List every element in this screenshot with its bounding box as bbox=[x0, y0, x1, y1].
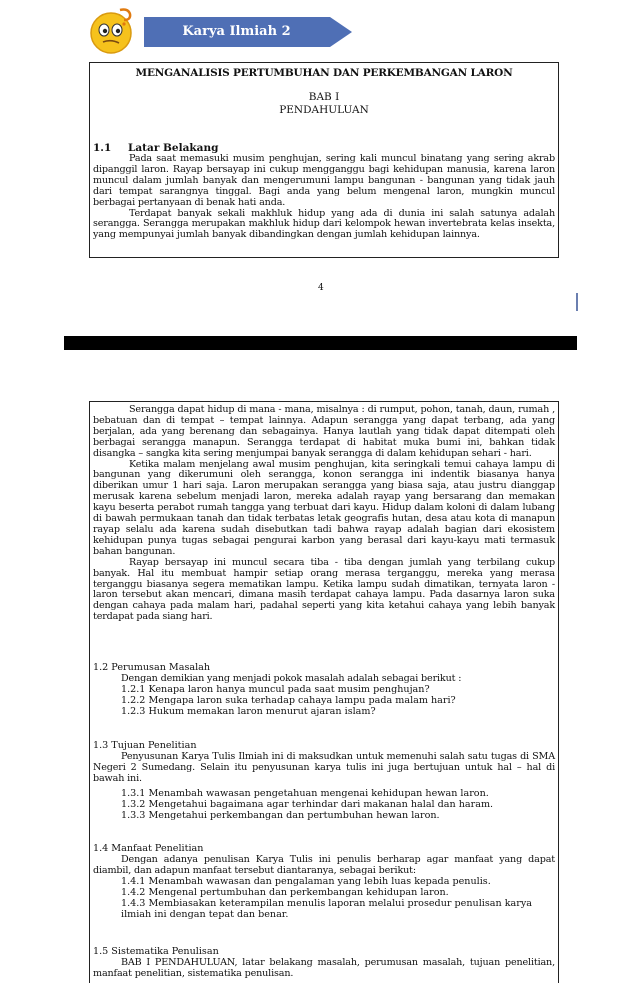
page2-paragraph-1: Serangga dapat hidup di mana - mana, misalnya : di rumput, pohon, tanah, daun, rumah , bebatuan dan di tempat – tempat lainnya. Adapun serangga yang dapat terbang, ada yang berjalan, ada yang berenang dan sebagainya. Hanya lautlah yang tidak dapat ditempati oleh berbagai serangga manapun. Serangga terdapat di habitat muka bumi ini, bahkan tidak disangka – sangka kita sering menjumpai banyak serangga di dalam kehidupan sehari - hari. bbox=[93, 404, 555, 459]
section-title: Latar Belakang bbox=[128, 142, 219, 154]
list-item: 1.2.1 Kenapa laron hanya muncul pada saat musim penghujan? bbox=[121, 684, 430, 695]
section-1-5 bbox=[93, 946, 555, 979]
list-item: 1.4.1 Menambah wawasan dan pengalaman yang lebih luas kepada penulis. bbox=[121, 876, 491, 887]
list-item: 1.3.1 Menambah wawasan pengetahuan mengenai kehidupan hewan laron. bbox=[121, 788, 489, 799]
section-1-4 bbox=[93, 843, 555, 920]
list-item: 1.3.3 Mengetahui perkembangan dan pertumbuhan hewan laron. bbox=[121, 810, 440, 821]
chapter-heading bbox=[90, 91, 558, 117]
section-1-5-heading: 1.5 Sistematika Penulisan bbox=[93, 946, 219, 957]
chapter-number: BAB I bbox=[308, 91, 340, 103]
header-banner-label: Karya Ilmiah 2 bbox=[182, 24, 291, 39]
section-1-2-intro: Dengan demikian yang menjadi pokok masalah adalah sebagai berikut : bbox=[121, 673, 462, 684]
section-1-3-heading: 1.3 Tujuan Penelitian bbox=[93, 740, 197, 751]
thinking-face-icon bbox=[86, 6, 136, 56]
page1-paragraph-2: Terdapat banyak sekali makhluk hidup yang ada di dunia ini salah satunya adalah serangga. Serangga merupakan makhluk hidup dari kelompok hewan invertebrata kelas insekta, yang mempunyai jumlah banyak dibandingkan dengan jumlah kehidupan lainnya. bbox=[93, 207, 555, 241]
page2-body bbox=[93, 405, 555, 623]
page1-body bbox=[93, 154, 555, 241]
page-separator-bar bbox=[64, 336, 577, 350]
page2-paragraph-2: Ketika malam menjelang awal musim penghujan, kita seringkali temui cahaya lampu di bangunan yang dikerumuni oleh serangga, konon serangga ini indentik biasanya hanya diberikan umur 1 hari saja. Laron merupakan serangga yang biasa saja, atau justru dianggap merusak karena sebelum menjadi laron, mereka adalah rayap yang bersarang dan memakan kayu beserta perabot rumah tangga yang terbuat dari kayu. Hidup dalam koloni di dalam lubang di bawah permukaan tanah dan tidak terbatas letak geografis hutan, desa atau kota di manapun rayap selalu ada karena sudah disebutkan tadi bahwa rayap adalah bagian dari ekosistem kehidupan punya tugas sebagai pengurai karbon yang berasal dari kayu-kayu mati termasuk bahan bangunan. bbox=[93, 458, 555, 557]
list-item: 1.2.3 Hukum memakan laron menurut ajaran islam? bbox=[121, 706, 376, 717]
section-number: 1.1 bbox=[93, 142, 112, 154]
list-item: 1.3.2 Mengetahui bagaimana agar terhindar dari makanan halal dan haram. bbox=[121, 799, 494, 810]
page-edge-marker bbox=[576, 293, 578, 311]
list-item: 1.4.3 Membiasakan keterampilan menulis laporan melalui prosedur penulisan karya ilmiah ini dengan tepat dan benar. bbox=[121, 898, 532, 920]
section-1-3 bbox=[93, 740, 555, 821]
list-item: 1.2.2 Mengapa laron suka terhadap cahaya lampu pada malam hari? bbox=[121, 695, 456, 706]
section-1-4-intro: Dengan adanya penulisan Karya Tulis ini penulis berharap agar manfaat yang dapat diambil, dan adapun manfaat tersebut diantaranya, sebagai berikut: bbox=[93, 854, 555, 876]
document-title: MENGANALISIS PERTUMBUHAN DAN PERKEMBANGAN LARON bbox=[135, 67, 513, 79]
page2-paragraph-3: Rayap bersayap ini muncul secara tiba - tiba dengan jumlah yang terbilang cukup banyak. Hal itu membuat hampir setiap orang merasa terganggu, mereka yang merasa terganggu biasanya segera mematikan lampu. Ketika lampu sudah dimatikan, ternyata laron - laron tersebut akan mencari, dimana masih terdapat cahaya lampu. Pada dasarnya laron suka dengan cahaya pada malam hari, padahal seperti yang kita ketahui cahaya yang lebih banyak terdapat pada siang hari. bbox=[93, 556, 555, 623]
section-1-3-intro: Penyusunan Karya Tulis Ilmiah ini di maksudkan untuk memenuhi salah satu tugas di SMA Negeri 2 Sumedang. Selain itu penyusunan karya tulis ini juga bertujuan untuk hal – hal di bawah ini. bbox=[93, 751, 555, 784]
chapter-title: PENDAHULUAN bbox=[279, 104, 369, 116]
section-1-2 bbox=[93, 662, 555, 717]
page-number: 4 bbox=[318, 283, 324, 293]
section-1-5-intro: BAB I PENDAHULUAN, latar belakang masalah, perumusan masalah, tujuan penelitian, manfaat penelitian, sistematika penulisan. bbox=[93, 957, 555, 979]
page1-paragraph-1: Pada saat memasuki musim penghujan, sering kali muncul binatang yang sering akrab dipanggil laron. Rayap bersayap ini cukup mengganggu bagi kehidupan manusia, karena laron muncul dalam jumlah banyak dan mengerumuni lampu bangunan - bangunan yang tidak jauh dari tempat sarangnya tinggal. Bagi anda yang belum mengenal laron, mungkin muncul berbagai pertanyaan di benak hati anda. bbox=[93, 153, 555, 208]
list-item: 1.4.2 Mengenal pertumbuhan dan perkembangan kehidupan laron. bbox=[121, 887, 449, 898]
section-1-4-heading: 1.4 Manfaat Penelitian bbox=[93, 843, 204, 854]
section-1-2-heading: 1.2 Perumusan Masalah bbox=[93, 662, 211, 673]
